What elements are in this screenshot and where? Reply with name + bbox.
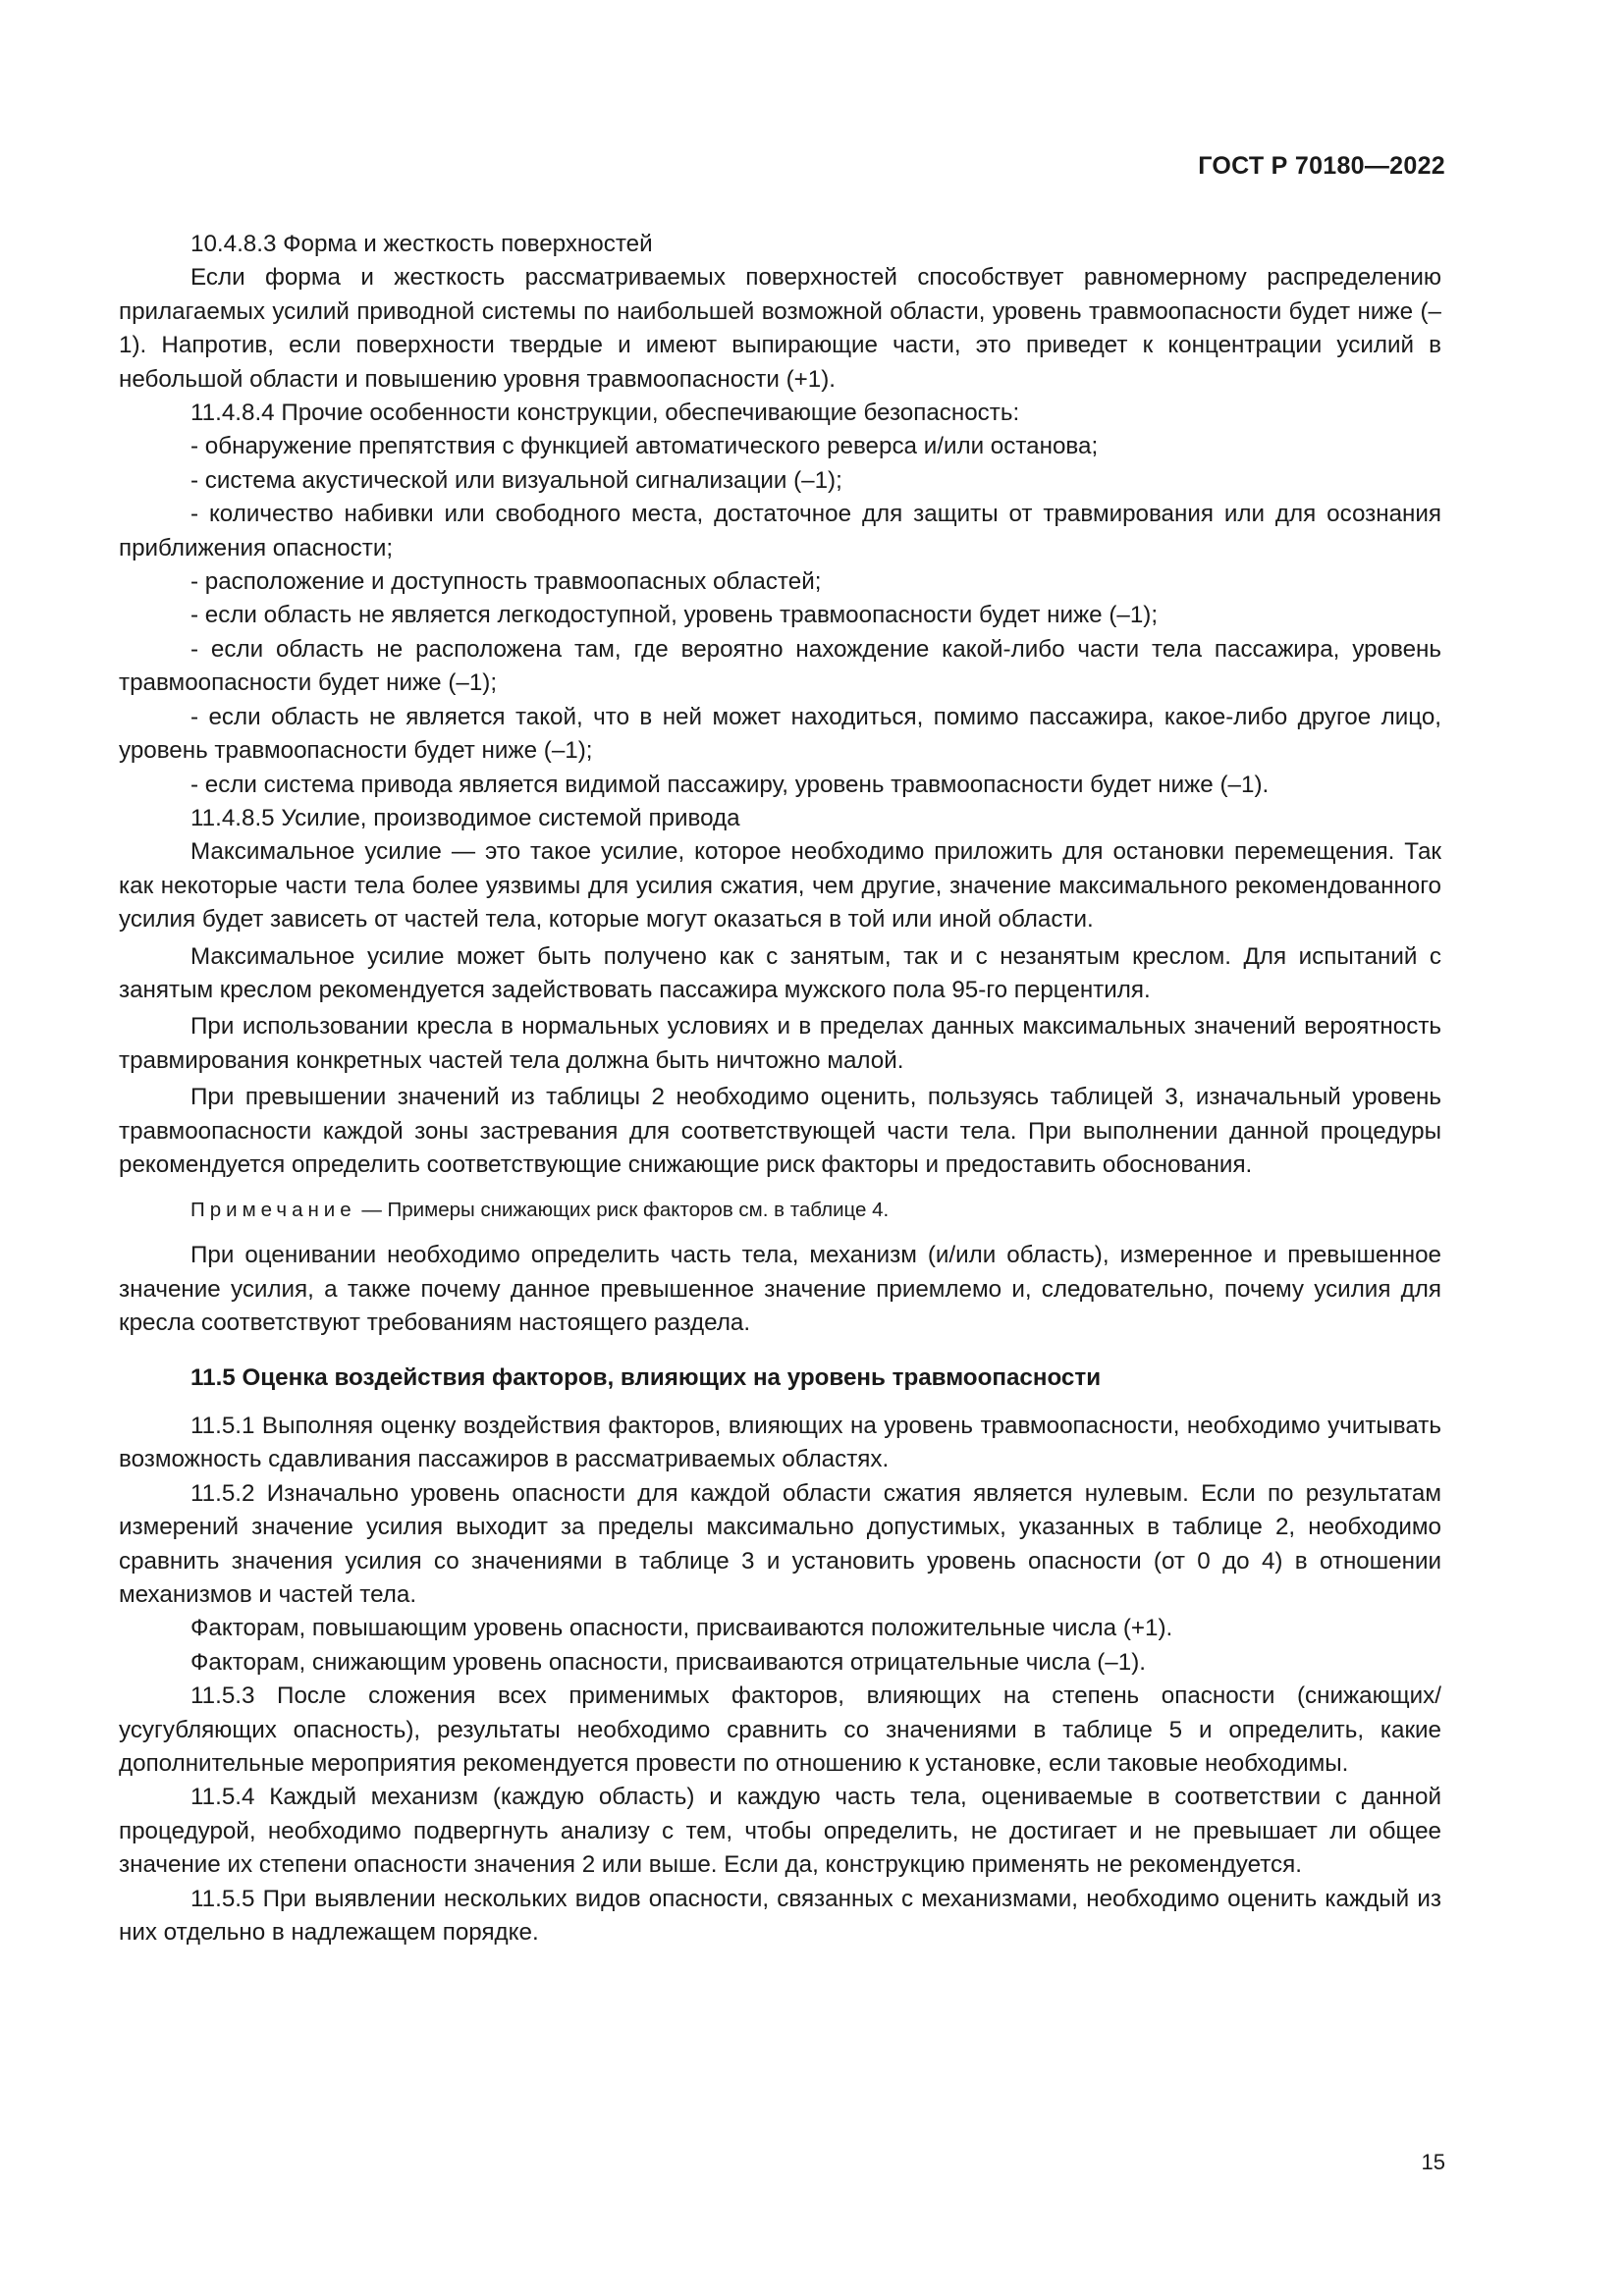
- clause-11-5-5: 11.5.5 При выявлении нескольких видов опасности, связанных с механизмами, необходимо оценить каждый из них отдельно в надлежащем порядке.: [119, 1885, 1441, 1947]
- paragraph: Максимальное усилие может быть получено как с занятым, так и с незанятым креслом. Для испытаний с занятым креслом рекомендуется задействовать пассажира мужского пола 95-го перцентиля.: [119, 942, 1441, 1003]
- list-item: - если область не является такой, что в ней может находиться, помимо пассажира, какое-либо другое лицо, уровень травмоопасности будет ниже (–1);: [119, 703, 1441, 765]
- clause-11-5-3: 11.5.3 После сложения всех применимых факторов, влияющих на степень опасности (снижающих/усугубляющих опасность), результаты необходимо сравнить со значениями в таблице 5 и определить, какие дополнительные мероприятия рекомендуется провести по отношению к установке, если таковые необходимы.: [119, 1682, 1441, 1778]
- clause-11-4-8-4-title: 11.4.8.4 Прочие особенности конструкции, обеспечивающие безопасность:: [190, 400, 1020, 427]
- clause-11-5-4: 11.5.4 Каждый механизм (каждую область) и каждую часть тела, оцениваемые в соответствии с данной процедурой, необходимо подвергнуть анализу с тем, чтобы определить, не достигает и не превышает ли общее значение их степени опасности значения 2 или выше. Если да, конструкцию применять не рекомендуется.: [119, 1784, 1441, 1879]
- list-item: - если область не расположена там, где вероятно нахождение какой-либо части тела пассажира, уровень травмоопасности будет ниже (–1);: [119, 635, 1441, 697]
- list-item: - если система привода является видимой пассажиру, уровень травмоопасности будет ниже (–1).: [190, 771, 1270, 798]
- paragraph: При использовании кресла в нормальных условиях и в пределах данных максимальных значений вероятность травмирования конкретных частей тела должна быть ничтожно малой.: [119, 1013, 1441, 1074]
- section-11-5-heading: 11.5 Оценка воздействия факторов, влияющих на уровень травмоопасности: [190, 1363, 1102, 1391]
- list-item: - система акустической или визуальной сигнализации (–1);: [190, 466, 842, 494]
- list-item: - если область не является легкодоступной, уровень травмоопасности будет ниже (–1);: [190, 602, 1159, 629]
- paragraph: Факторам, снижающим уровень опасности, присваиваются отрицательные числа (–1).: [190, 1648, 1146, 1676]
- paragraph: При оценивании необходимо определить часть тела, механизм (и/или область), измеренное и превышенное значение усилия, а также почему данное превышенное значение приемлемо и, следовательно, почему усилия для кресла соответствуют требованиям настоящего раздела.: [119, 1242, 1441, 1337]
- clause-11-5-2: 11.5.2 Изначально уровень опасности для каждой области сжатия является нулевым. Если по результатам измерений значение усилия выходит за пределы максимально допустимых, указанных в таблице 2, необходимо сравнить значения усилия со значениями в таблице 3 и установить уровень опасности (от 0 до 4) в отношении механизмов и частей тела.: [119, 1479, 1441, 1609]
- paragraph: Факторам, повышающим уровень опасности, присваиваются положительные числа (+1).: [190, 1615, 1173, 1642]
- note: [119, 1196, 1441, 1225]
- note-label: Примечание: [190, 1199, 356, 1222]
- paragraph: При превышении значений из таблицы 2 необходимо оценить, пользуясь таблицей 3, изначальный уровень травмоопасности каждой зоны застревания для соответствующей части тела. При выполнении данной процедуры рекомендуется определить соответствующие снижающие риск факторы и предоставить обоснования.: [119, 1084, 1441, 1178]
- list-item: - количество набивки или свободного места, достаточное для защиты от травмирования или для осознания приближения опасности;: [119, 501, 1441, 561]
- paragraph: Если форма и жесткость рассматриваемых поверхностей способствует равномерному распределению прилагаемых усилий приводной системы по наибольшей возможной области, уровень травмоопасности будет ниже (–1). Напротив, если поверхности твердые и имеют выпирающие части, это приведет к концентрации усилий в небольшой области и повышению уровня травмоопасности (+1).: [119, 264, 1441, 393]
- clause-11-4-8-5-title: 11.4.8.5 Усилие, производимое системой привода: [190, 804, 740, 831]
- list-item: - обнаружение препятствия с функцией автоматического реверса и/или останова;: [190, 433, 1099, 460]
- list-item: - расположение и доступность травмоопасных областей;: [190, 568, 822, 596]
- clause-11-5-1: 11.5.1 Выполняя оценку воздействия факторов, влияющих на уровень травмоопасности, необходимо учитывать возможность сдавливания пассажиров в рассматриваемых областях.: [119, 1413, 1441, 1473]
- paragraph: Максимальное усилие — это такое усилие, которое необходимо приложить для остановки перемещения. Так как некоторые части тела более уязвимы для усилия сжатия, чем другие, значение максимального рекомендованного усилия будет зависеть от частей тела, которые могут оказаться в той или иной области.: [119, 838, 1441, 934]
- page-body: [119, 228, 1441, 1950]
- note-text: — Примеры снижающих риск факторов см. в таблице 4.: [355, 1199, 890, 1222]
- page-number: 15: [1421, 2150, 1445, 2174]
- document-standard-number: ГОСТ Р 70180—2022: [1198, 152, 1445, 180]
- clause-10-4-8-3-title: 10.4.8.3 Форма и жесткость поверхностей: [190, 231, 653, 257]
